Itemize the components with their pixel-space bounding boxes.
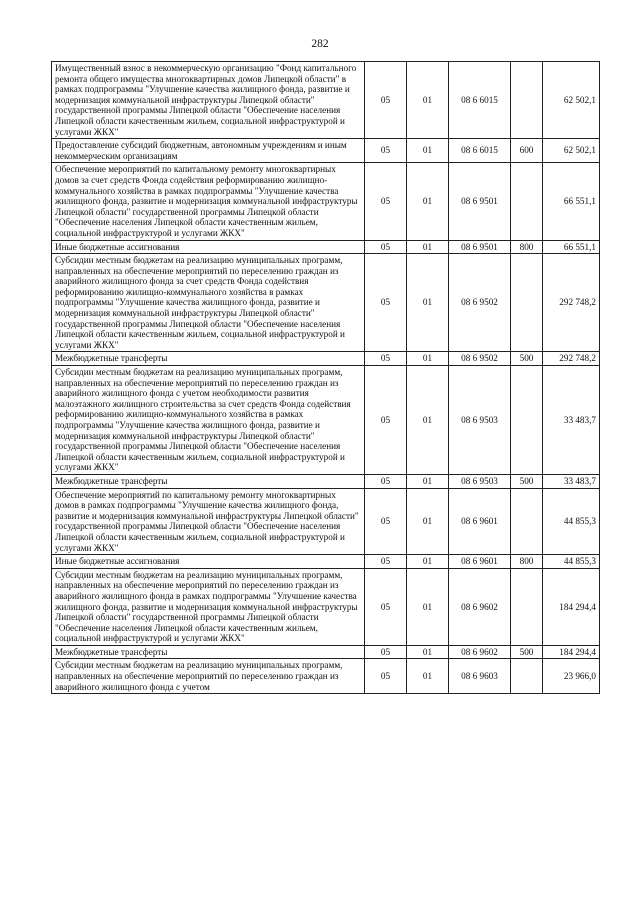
row-subsection: 01 [407,488,449,555]
row-section: 05 [365,254,407,352]
row-description: Субсидии местным бюджетам на реализацию муниципальных программ, направленных на обеспечение мероприятий по переселению граждан из аварийного жилищного фонда с учетом необходимости развития малоэтажного жилищного строительства за счет средств Фонда содействия реформированию жилищно-коммунального хозяйства в рамках подпрограммы "Улучшение качества жилищного фонда, развитие и модернизация коммунальной инфраструктуры Липецкой области" государственной программы Липецкой области "Обеспечение населения Липецкой области качественным жильем, социальной инфраструктурой и услугами ЖКХ" [52,366,365,475]
row-subsection: 01 [407,139,449,163]
row-description: Субсидии местным бюджетам на реализацию муниципальных программ, направленных на обеспечение мероприятий по переселению граждан из аварийного жилищного фонда за счет средств Фонда содействия реформированию жилищно-коммунального хозяйства в рамках подпрограммы "Улучшение качества жилищного фонда, развитие и модернизация коммунальной инфраструктуры Липецкой области" государственной программы Липецкой области "Обеспечение населения Липецкой области качественным жильем, социальной инфраструктурой и услугами ЖКХ" [52,254,365,352]
row-section: 05 [365,352,407,366]
row-expense-type [511,488,543,555]
row-amount: 62 502,1 [543,62,600,139]
row-expense-type: 800 [511,240,543,254]
table-row [52,474,600,488]
row-expense-type [511,568,543,645]
row-expense-type: 500 [511,474,543,488]
row-target-code: 08 6 9503 [449,366,511,475]
row-section: 05 [365,366,407,475]
row-amount: 66 551,1 [543,240,600,254]
table-row [52,240,600,254]
row-amount: 23 966,0 [543,659,600,694]
row-description: Имущественный взнос в некоммерческую организацию "Фонд капитального ремонта общего имущества многоквартирных домов Липецкой области" в рамках подпрограммы "Улучшение качества жилищного фонда, развитие и модернизация коммунальной инфраструктуры Липецкой области" государственной программы Липецкой области "Обеспечение населения Липецкой области качественным жильем, социальной инфраструктурой и услугами ЖКХ" [52,62,365,139]
row-description: Субсидии местным бюджетам на реализацию муниципальных программ, направленных на обеспечение мероприятий по переселению граждан из аварийного жилищного фонда с учетом [52,659,365,694]
row-expense-type [511,366,543,475]
row-target-code: 08 6 9601 [449,555,511,569]
table-row [52,488,600,555]
row-description: Предоставление субсидий бюджетным, автономным учреждениям и иным некоммерческим организациям [52,139,365,163]
row-expense-type: 500 [511,645,543,659]
row-description: Обеспечение мероприятий по капитальному ремонту многоквартирных домов за счет средств Фонда содействия реформированию жилищно-коммунального хозяйства в рамках подпрограммы "Улучшение качества жилищного фонда, развитие и модернизация коммунальной инфраструктуры Липецкой области" государственной программы Липецкой области "Обеспечение населения Липецкой области качественным жильем, социальной инфраструктурой и услугами ЖКХ" [52,163,365,240]
row-subsection: 01 [407,568,449,645]
row-amount: 184 294,4 [543,645,600,659]
row-target-code: 08 6 9602 [449,645,511,659]
table-row [52,645,600,659]
table-row [52,62,600,139]
row-subsection: 01 [407,352,449,366]
row-subsection: 01 [407,163,449,240]
row-expense-type [511,62,543,139]
row-section: 05 [365,488,407,555]
budget-table [51,61,600,694]
row-amount: 292 748,2 [543,254,600,352]
row-subsection: 01 [407,659,449,694]
row-description: Межбюджетные трансферты [52,474,365,488]
row-description: Субсидии местным бюджетам на реализацию муниципальных программ, направленных на обеспечение мероприятий по переселению граждан из аварийного жилищного фонда в рамках подпрограммы "Улучшение качества жилищного фонда, развитие и модернизация коммунальной инфраструктуры Липецкой области" государственной программы Липецкой области "Обеспечение населения Липецкой области качественным жильем, социальной инфраструктурой и услугами ЖКХ" [52,568,365,645]
row-expense-type [511,659,543,694]
row-section: 05 [365,163,407,240]
table-row [52,568,600,645]
row-target-code: 08 6 9502 [449,352,511,366]
row-target-code: 08 6 9601 [449,488,511,555]
row-expense-type [511,163,543,240]
row-description: Иные бюджетные ассигнования [52,240,365,254]
table-row [52,659,600,694]
row-amount: 292 748,2 [543,352,600,366]
table-row [52,555,600,569]
row-expense-type: 600 [511,139,543,163]
row-subsection: 01 [407,555,449,569]
row-subsection: 01 [407,254,449,352]
row-subsection: 01 [407,645,449,659]
row-amount: 33 483,7 [543,474,600,488]
row-description: Иные бюджетные ассигнования [52,555,365,569]
table-row [52,254,600,352]
row-section: 05 [365,645,407,659]
row-target-code: 08 6 9603 [449,659,511,694]
row-section: 05 [365,139,407,163]
row-section: 05 [365,62,407,139]
row-amount: 184 294,4 [543,568,600,645]
row-section: 05 [365,240,407,254]
row-subsection: 01 [407,474,449,488]
row-subsection: 01 [407,366,449,475]
row-section: 05 [365,474,407,488]
row-expense-type: 800 [511,555,543,569]
row-section: 05 [365,555,407,569]
page-number: 282 [311,38,329,50]
row-amount: 66 551,1 [543,163,600,240]
table-row [52,366,600,475]
row-target-code: 08 6 6015 [449,62,511,139]
row-description: Обеспечение мероприятий по капитальному ремонту многоквартирных домов в рамках подпрограммы "Улучшение качества жилищного фонда, развитие и модернизация коммунальной инфраструктуры Липецкой области" государственной программы Липецкой области "Обеспечение населения Липецкой области качественным жильем, социальной инфраструктурой и услугами ЖКХ" [52,488,365,555]
row-subsection: 01 [407,240,449,254]
row-target-code: 08 6 9503 [449,474,511,488]
row-expense-type: 500 [511,352,543,366]
row-section: 05 [365,659,407,694]
row-amount: 44 855,3 [543,555,600,569]
row-description: Межбюджетные трансферты [52,352,365,366]
table-row [52,139,600,163]
row-target-code: 08 6 9502 [449,254,511,352]
row-target-code: 08 6 9501 [449,163,511,240]
row-expense-type [511,254,543,352]
row-description: Межбюджетные трансферты [52,645,365,659]
row-subsection: 01 [407,62,449,139]
row-amount: 44 855,3 [543,488,600,555]
row-target-code: 08 6 9501 [449,240,511,254]
row-section: 05 [365,568,407,645]
row-target-code: 08 6 9602 [449,568,511,645]
table-row [52,352,600,366]
row-amount: 33 483,7 [543,366,600,475]
row-target-code: 08 6 6015 [449,139,511,163]
row-amount: 62 502,1 [543,139,600,163]
table-row [52,163,600,240]
